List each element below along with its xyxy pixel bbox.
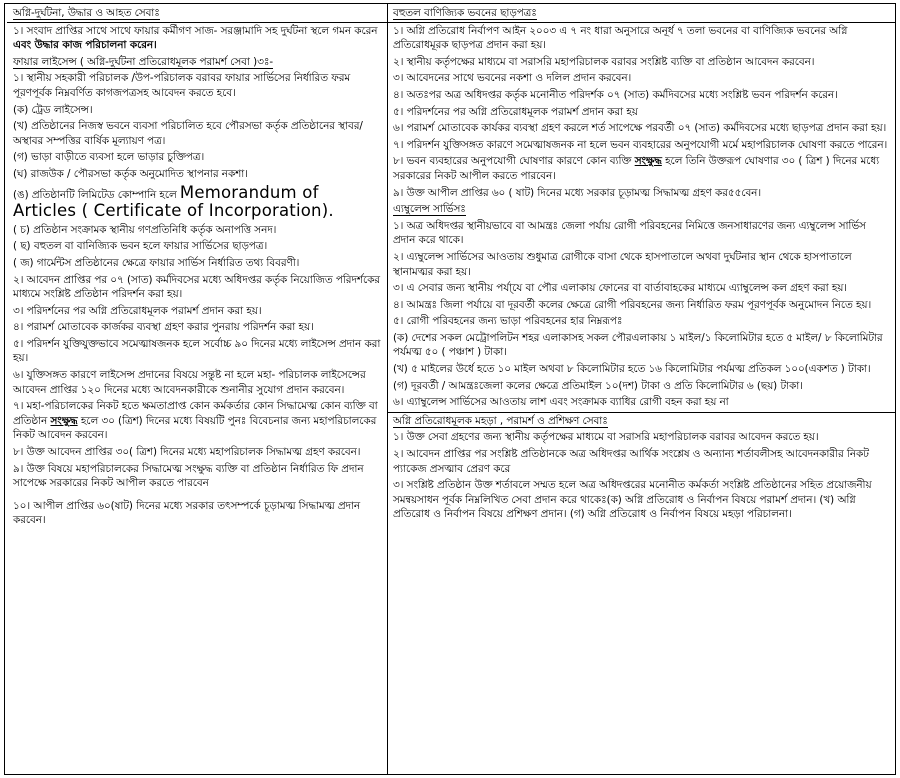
building-item-2: ২। স্থানীয় কর্তৃপক্ষের মাধ্যমে বা সরাসরি মহাপরিচালক বরাবর সংশ্লিষ্ট ব্যক্তি বা প্রতিষ্ঠান আবেদন করবেন।	[393, 55, 815, 68]
right-heading: বহুতল বাণিজ্যিক ভবনের ছাড়পত্রঃ	[393, 7, 537, 19]
ambulance-item-5: ৫। রোগী পরিবহনের জন্য ভাড়া পরিবহনের হার নিম্নরূপঃ	[393, 315, 623, 328]
license-item-10: ১০। আপীল প্রাপ্তির ৬০(ষাট) দিনের মধ্যে সরকার তৎসম্পর্কে চূড়ামত্ম সিদ্ধামত্ম প্রদান করবেন।	[13, 499, 361, 527]
drill-heading: অগ্নি প্রতিরোধমূলক মহড়া , পরামর্শ ও প্রশিক্ষণ সেবাঃ	[393, 414, 608, 427]
ambulance-item-2: ২। এ্যম্বুলেন্স সার্ভিসের আওতায় শুধুমাত্র রোগীকে বাসা থেকে হাসপাতালে অথবা দুর্ঘটনার স্থান থেকে হাসপাতালে স্থানামত্মর করা হয়।	[393, 250, 852, 278]
building-item-7: ৭। পরিদর্শন যুক্তিসঙ্গত কারণে সমেত্মাষজনক না হলে ভবন ব্যবহারের অনুপযোগী মর্মে মহাপরিচালক ঘোষণা করতে পারেন।	[393, 138, 888, 151]
heading-rule	[7, 22, 387, 23]
license-item-9: ৯। উক্ত বিষয়ে মহাপরিচালকের সিদ্ধামেত্ম সংক্ষুদ্ধ ব্যক্তি বা প্রতিষ্ঠান নির্ধারিত ফি প্রদান সাপেক্ষে সরকারের নিকট আপীল করতে পারবেন	[13, 462, 364, 490]
right-column	[393, 6, 889, 524]
license-item-8: ৮। উক্ত আবেদন প্রাপ্তির ৩০( ত্রিশ) দিনের মধ্যে মহাপরিচালক সিদ্ধামত্ম গ্রহণ করবেন।	[13, 446, 361, 459]
drill-item-3: ৩। সংশ্লিষ্ট প্রতিষ্ঠান উক্ত শর্তাবলে সম্মত হলে অত্র অধিদপ্তরের মনোনীত কর্মকর্তা সংশ্লিষ্ট প্রতিষ্ঠানের সহিত প্রয়োজনীয় সমন্বয়সাধন পূর্বক নিম্নলিখিত সেবা প্রদান করে থাকেঃ(ক) অগ্নি প্রতিরোধ ও নির্বাপন বিষয়ে পরামর্শ প্রদান। (খ) অগ্নি প্রতিরোধ ও নির্বাপন বিষয়ে প্রশিক্ষণ প্রদান। (গ) অগ্নি প্রতিরোধ ও নির্বাপন বিষয়ে মহড়া পরিচালনা।	[393, 479, 872, 521]
fare-item-ga: (গ) দূরবর্তী / আমন্ত্রঃজেলা কলের ক্ষেত্রে প্রতিমাইল ১০(দশ) টাকা ও প্রতি কিলোমিটার ৬ (ছয়) টাকা।	[393, 379, 803, 392]
column-divider	[387, 4, 388, 774]
section-rule	[387, 412, 895, 413]
ambulance-item-1: ১। অত্র অধিদপ্তর স্থানীয়ভাবে বা আমন্ত্রঃ জেলা পর্যায় রোগী পরিবহনের নিমিত্তে জনসাধারণের জন্য এ্যম্বুলেন্স সার্ভিস প্রদান করে থাকে।	[393, 219, 866, 247]
building-item-1: ১। অগ্নি প্রতিরোধ নির্বাপণ আইন ২০০৩ এ ৭ নং ধারা অনুসারে অনূর্ধ ৭ তলা ভবনের বা বাণিজ্যিক ভবনের অগ্নি প্রতিরোধমূরক ছাড়পত্র প্রদান করা হয়।	[393, 24, 848, 52]
intro-paragraph: ১। সংবাদ প্রাপ্তির সাথে সাথে ফায়ার কর্মীগণ সাজ- সরঞ্জামাদি সহ দুর্ঘটনা স্থলে গমন করেন এবং উদ্ধার কাজ পরিচালনা করেন।	[13, 24, 378, 52]
document-table	[4, 3, 896, 775]
fare-item-ka: (ক) দেশের সকল মেট্রোপলিটন শহর এলাকাসহ সকল পৌরএলাকায় ১ মাইল/১ কিলোমিটার হতে ৫ মাইল/ ৮ কিলোমিটার পর্যমত্ম ৫০ ( পঞ্চাশ ) টাকা।	[393, 331, 883, 359]
license-item-2: ২। আবেদন প্রাপ্তির পর ০৭ (সাত) কর্মদিবসের মধ্যে অধিদপ্তর কর্তৃক নিয়োজিত পরিদর্শকের মাধ্যমে সংশ্লিষ্ট প্রতিষ্ঠান পরিদর্শন করা হয়।	[13, 273, 380, 301]
left-heading: অগ্নি-দুর্ঘটনা, উদ্ধার ও আহত সেবাঃ	[13, 7, 160, 19]
doc-item-uo: (ঙ) প্রতিষ্ঠানটি লিমিটেড কোম্পানি হলে Memorandum of Articles ( Certificate of Incorporation).	[13, 182, 334, 221]
license-item-6: ৬। যুক্তিসঙ্গত কারণে লাইসেন্স প্রদানের বিষয়ে সন্তুষ্ট না হলে মহা- পরিচালক লাইসেন্সের আবেদন প্রাপ্তির ১২০ দিনের মধ্যে আবেদনকারীকে শুনানীর সুযোগ প্রদান করবেন।	[13, 369, 366, 396]
ambulance-item-6: ৬। এ্যাম্বুলেন্স সার্ভিসের আওতায় লাশ এবং সংক্রামক ব্যাধির রোগী বহন করা হয় না	[393, 396, 729, 409]
ambulance-heading: এ্যম্বুলেন্স সার্ভিসঃ	[393, 203, 466, 216]
drill-item-2: ২। আবেদন প্রাপ্তির পর সংশ্লিষ্ট প্রতিষ্ঠানকে অত্র অধিদপ্তর আর্থিক সংশ্লেষ ও অন্যান্য শর্তাবলীসহ আবেদনকারীর নিকট প্যাকেজ প্রসত্মাব প্রেরণ করে	[393, 448, 869, 475]
license-item-4: ৪। পরামর্শ মোতাবেক কার্জকর ব্যবস্থা গ্রহণ করার পুনরায় পরিদর্শন করা হয়।	[13, 321, 314, 334]
license-item-1: ১। স্থানীয় সহকারী পরিচালক /উপ-পরিচালক বরাবর ফায়ার সার্ভিসের নির্ধারিত ফরম পূরণপূর্বক নিম্নবর্ণিত কাগজপত্রসহ আবেদন করতে হবে।	[13, 72, 351, 99]
doc-item-ka: (ক) ট্রেড লাইসেন্স।	[13, 103, 93, 116]
drill-item-1: ১। উক্ত সেবা গ্রহণের জন্য স্থানীয় কর্তৃপক্ষের মাধ্যমে বা সরাসরি মহাপরিচালক বরাবর আবেদন করতে হয়।	[393, 431, 819, 444]
license-item-5: ৫। পরিদর্শন যুক্তিযুক্তভাবে সমেত্মাষজনক হলে সর্বোচ্চ ৯০ দিনের মধ্যে লাইসেন্স প্রদান করা হয়।	[13, 337, 381, 365]
building-item-3: ৩। আবেদনের সাথে ভবনের নকশা ও দলিল প্রদান করবেন।	[393, 72, 632, 85]
doc-item-gha: (ঘ) রাজউক / পৌরসভা কর্তৃক অনুমোদিত স্থাপনার নকশা।	[13, 167, 248, 180]
doc-item-ja: ( জ) গার্মেন্টস প্রতিষ্ঠানের ক্ষেত্রে ফায়ার সার্ভিস নির্ধারিত তথ্য বিবরণী।	[13, 256, 300, 269]
license-heading: ফায়ার লাইসেন্স ( অগ্নি-দুর্ঘটনা প্রতিরোধমূলক পরামর্শ সেবা )৩ঃ-	[13, 55, 274, 68]
doc-item-cha: ( চ) প্রতিষ্ঠান সংক্রামক স্থানীয় গণপ্রতিনিধি কর্তৃক অনাপত্তি সনদ।	[13, 223, 277, 236]
heading-rule	[387, 22, 895, 23]
license-item-3: ৩। পরিদর্শনের পর অগ্নি প্রতিরোধমূলক পরামর্শ প্রদান করা হয়।	[13, 304, 262, 317]
ambulance-item-3: ৩। এ সেবার জন্য স্থানীয় পর্যা্যে বা পৌর এলাকায় ফোনের বা বার্তাবাহকের মাধ্যমে এ্যাম্বুলেন্স কল গ্রহণ করা হয়।	[393, 282, 847, 295]
building-item-6: ৬। পরামর্শ মোতাবেক কার্যকর ব্যবস্থা গ্রহণ করলে শর্ত সাপেক্ষে পরবর্তী ০৭ (সাত) কর্মদিবসের মধ্যে ছাড়পত্র প্রদান করা হয়।	[393, 122, 887, 135]
building-item-8: ৮। ভবন ব্যবহারের অনুপযোগী ঘোষণার কারণে কোন ব্যক্তি সংক্ষুদ্ধ হলে তিনি উক্তরূপ ঘোষণার ৩০ ( ত্রিশ ) দিনের মধ্যে সরকারের নিকট আপীল করতে পারবেন।	[393, 155, 880, 182]
building-item-5: ৫। পরিদর্শনের পর অগ্নি প্রতিরোধমূলক পরামর্শ প্রদান করা হয়	[393, 105, 638, 118]
doc-item-kha: (খ) প্রতিষ্ঠানের নিজস্ব ভবনে ব্যবসা পরিচালিত হবে পৌরসভা কর্তৃক প্রতিষ্ঠানের স্থাবর/অস্থাবর সম্পত্তির বার্ষিক মূল্যায়ণ পত্র।	[13, 120, 363, 147]
ambulance-item-4: ৪। আমন্ত্রঃ জিলা পর্যায়ে বা দূরবর্তী কলের ক্ষেত্রে রোগী পরিবহনের জন্য নির্ধারিত ফরম পূরণপূর্বক অনুমোদন নিতে হয়।	[393, 298, 872, 311]
building-item-9: ৯। উক্ত আপীল প্রাপ্তির ৬০ ( ষাট) দিনের মধ্যে সরকার চূড়ামত্ম সিদ্ধামত্ম গ্রহণ কর৫৫বেন।	[393, 186, 762, 199]
building-item-4: ৪। অতঃপর অত্র অধিদপ্তর কর্তৃক মনোনীত পরিদর্শক ০৭ (সাত) কর্মদিবসের মধ্যে সংশ্লিষ্ট ভবন পরিদর্শন করেন।	[393, 88, 838, 101]
left-column	[13, 6, 381, 530]
doc-item-chha: ( ছ) বহুতল বা বানিজ্যিক ভবন হলে ফায়ার সার্ভিসের ছাড়পত্র।	[13, 240, 268, 253]
license-item-7: ৭। মহা-পরিচালকের নিকট হতে ক্ষমতাপ্রাপ্ত কোন কর্মকর্তার কোন সিদ্ধামেত্ম কোন ব্যক্তি বা প্রতিষ্ঠান সংক্ষুদ্ধ হলে ৩০ (ত্রিশ) দিনের মধ্যে বিষয়টি পুনঃ বিবেচনার জন্য মহাপরিচালকের নিকট আবেদন করবেন।	[13, 400, 378, 442]
fare-item-kha: (খ) ৫ মাইলের উর্ধে হতে ১০ মাইল অথবা ৮ কিলোমিটার হতে ১৬ কিলোমিটার পর্যমত্ম প্রতিকল ১০০(একশত ) টাকা।	[393, 363, 871, 376]
doc-item-ga: (গ) ভাড়া বাড়ীতে ব্যবসা হলে ভাড়ার চুক্তিপত্র।	[13, 151, 205, 164]
